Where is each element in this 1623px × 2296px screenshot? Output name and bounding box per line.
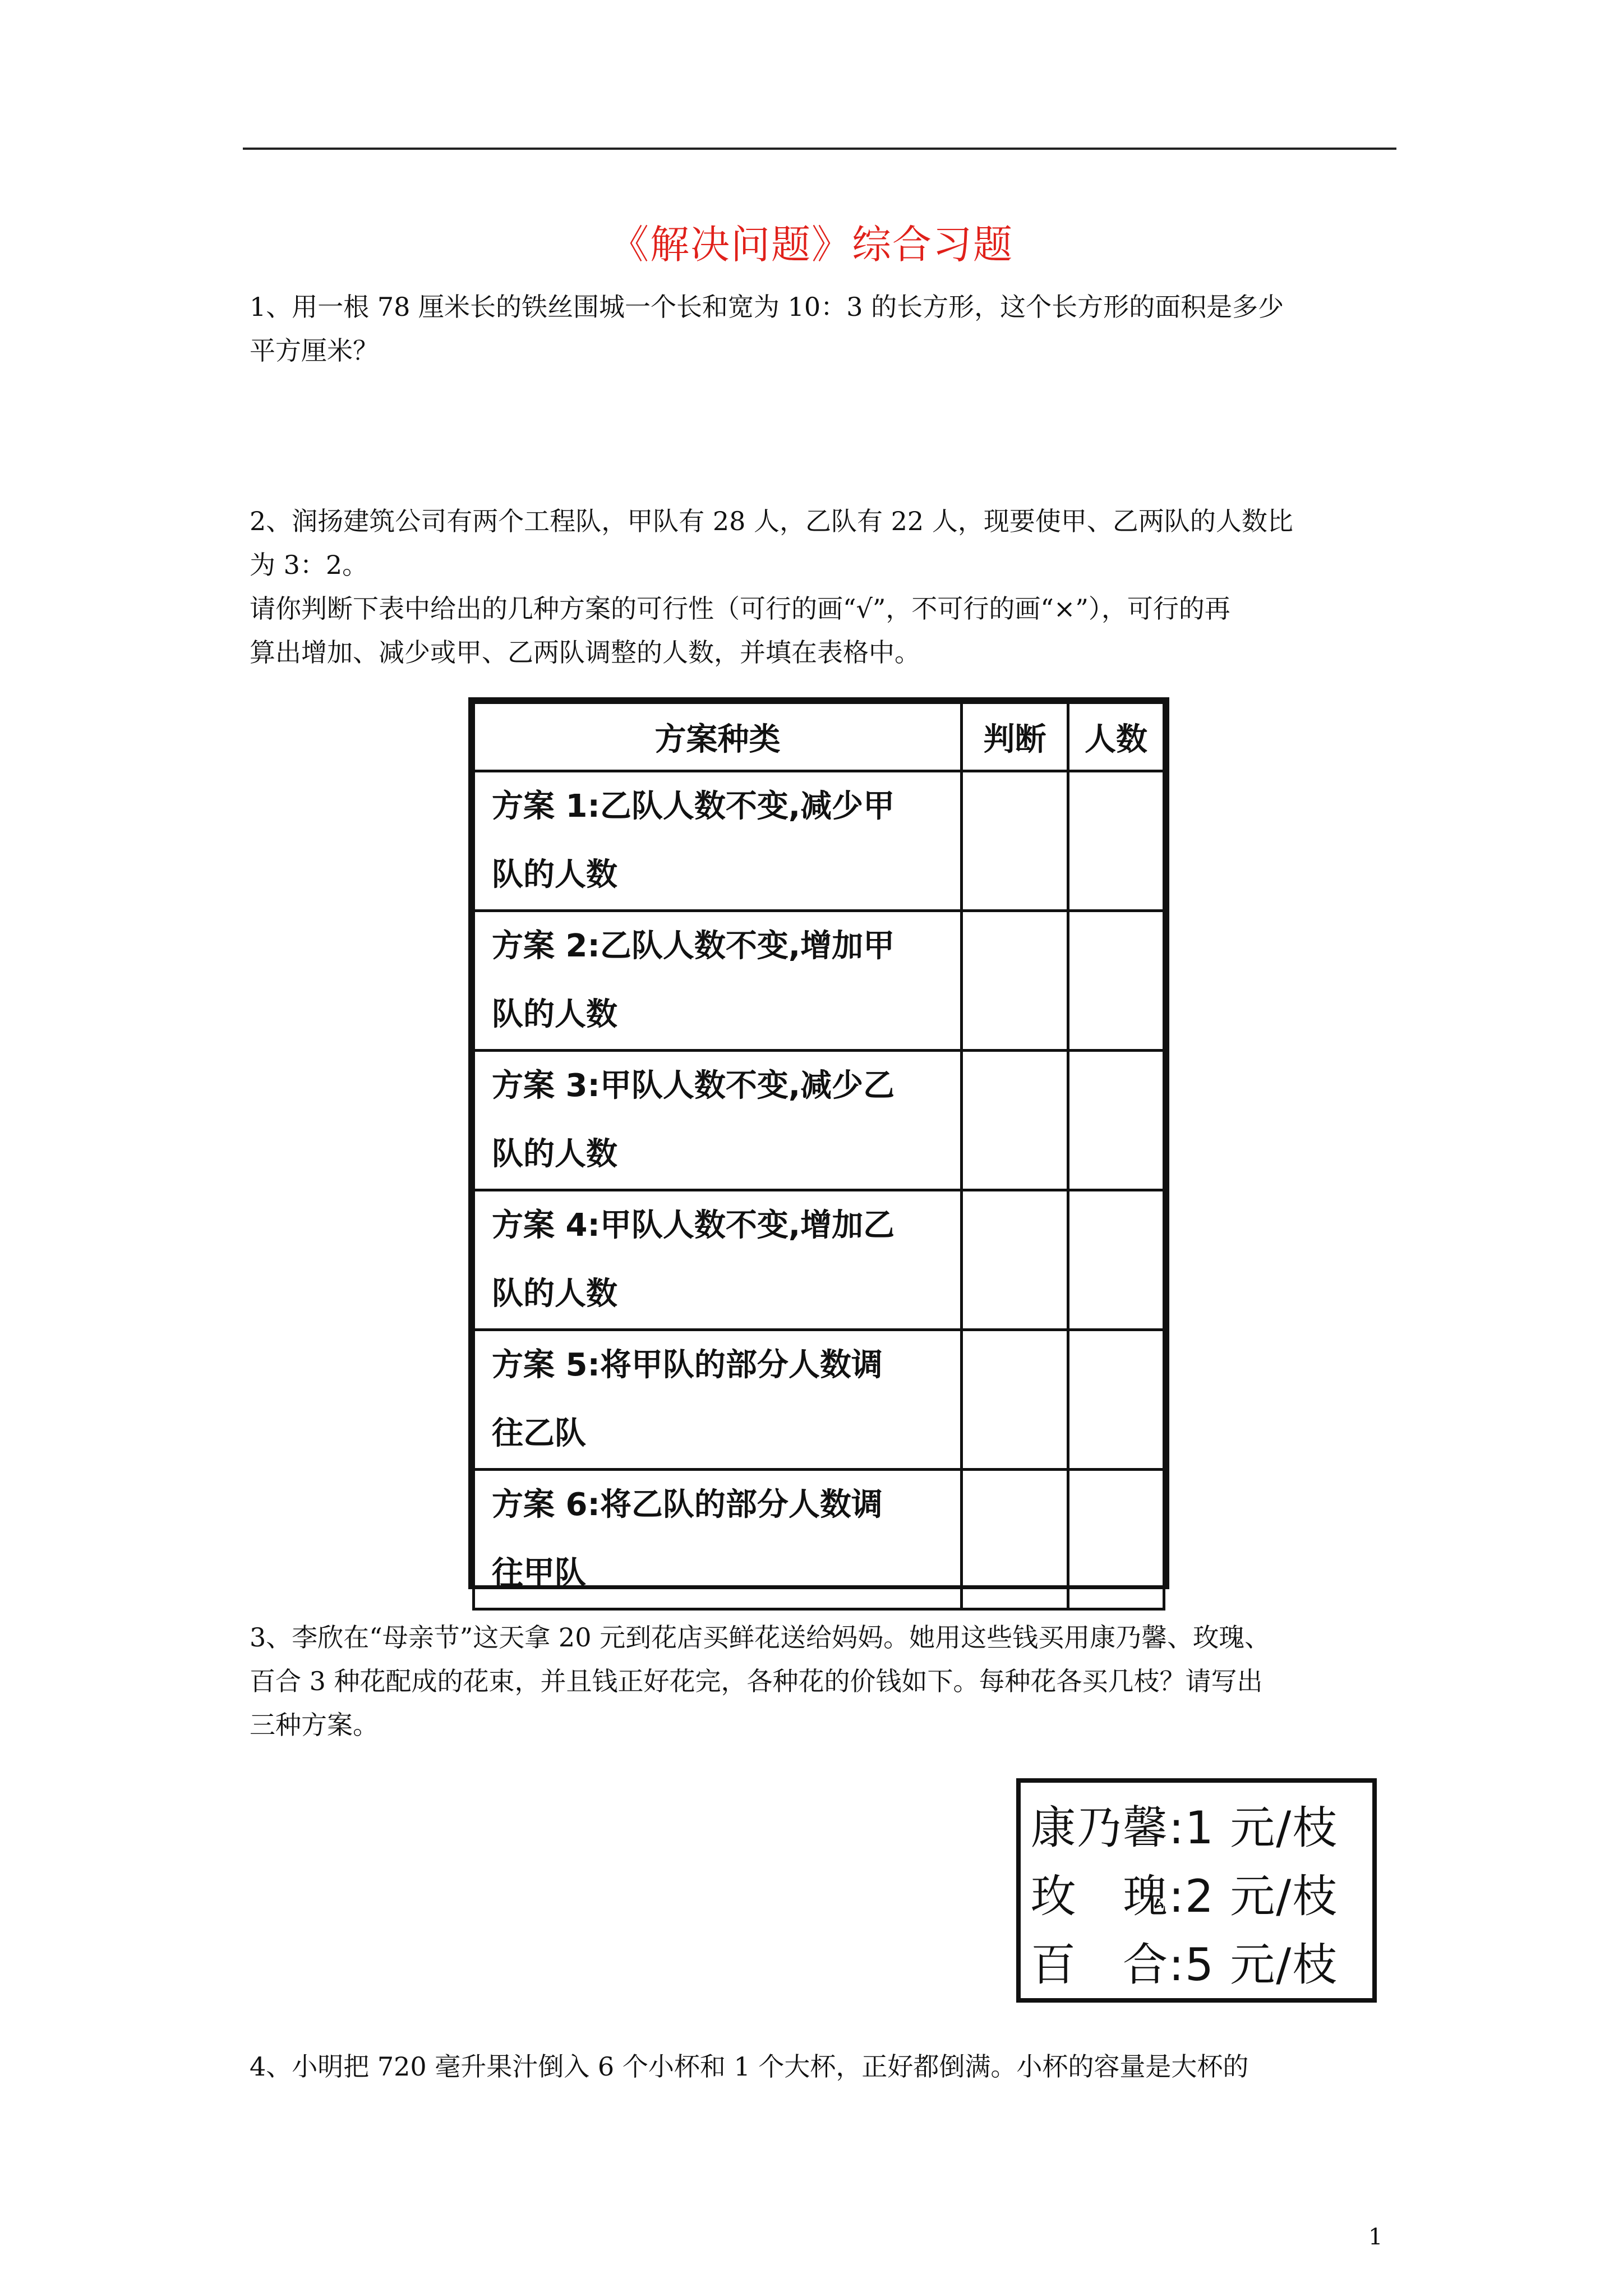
question-4 — [250, 2045, 1396, 2088]
price-carnation: 康乃馨:1 元/枝 — [1031, 1802, 1339, 1854]
count-cell[interactable] — [1068, 1190, 1164, 1330]
question-2-line-4: 算出增加、减少或甲、乙两队调整的人数，并填在表格中。 — [250, 637, 920, 668]
plan-line-1: 方案 3:甲队人数不变,减少乙 — [492, 1068, 895, 1104]
header-plan-type: 方案种类 — [474, 703, 962, 771]
plan-line-2: 队的人数 — [492, 1276, 617, 1312]
question-1-line-2: 平方厘米？ — [250, 335, 379, 366]
plan-table-header-row — [474, 703, 1164, 771]
table-row — [474, 1051, 1164, 1190]
question-2-line-3: 请你判断下表中给出的几种方案的可行性（可行的画“√”，不可行的画“×”），可行的再 — [250, 593, 1230, 624]
plan-description — [474, 771, 962, 911]
count-cell[interactable] — [1068, 771, 1164, 911]
count-cell[interactable] — [1068, 1051, 1164, 1190]
count-cell[interactable] — [1068, 1470, 1164, 1609]
question-3-line-2: 百合 3 种花配成的花束，并且钱正好花完，各种花的价钱如下。每种花各买几枝？请写出 — [250, 1666, 1263, 1696]
question-2-line-2: 为 3：2。 — [250, 550, 368, 580]
price-rose: 玫 瑰:2 元/枝 — [1031, 1870, 1339, 1922]
question-2 — [250, 499, 1396, 674]
count-cell[interactable] — [1068, 911, 1164, 1051]
question-4-line-1: 4、小明把 720 毫升果汁倒入 6 个小杯和 1 个大杯，正好都倒满。小杯的容量是大杯的 — [250, 2051, 1249, 2082]
question-3 — [250, 1616, 1396, 1747]
judgement-cell[interactable] — [962, 1470, 1068, 1609]
plan-line-2: 队的人数 — [492, 1136, 617, 1172]
price-lily: 百 合:5 元/枝 — [1031, 1939, 1339, 1991]
plan-line-1: 方案 1:乙队人数不变,减少甲 — [492, 788, 895, 825]
header-count: 人数 — [1068, 703, 1164, 771]
page-number: 1 — [1368, 2224, 1383, 2250]
plan-line-1: 方案 5:将甲队的部分人数调 — [492, 1347, 883, 1383]
plan-line-1: 方案 4:甲队人数不变,增加乙 — [492, 1207, 895, 1244]
plan-line-2: 往甲队 — [492, 1555, 586, 1591]
page-title: 《解决问题》综合习题 — [610, 222, 1013, 268]
question-2-line-1: 2、润扬建筑公司有两个工程队，甲队有 28 人，乙队有 22 人，现要使甲、乙两队的人数比 — [250, 506, 1293, 536]
flower-price-box — [1016, 1778, 1377, 2003]
judgement-cell[interactable] — [962, 771, 1068, 911]
judgement-cell[interactable] — [962, 1330, 1068, 1470]
judgement-cell[interactable] — [962, 911, 1068, 1051]
table-row — [474, 771, 1164, 911]
plan-line-2: 往乙队 — [492, 1415, 586, 1452]
judgement-cell[interactable] — [962, 1051, 1068, 1190]
question-1-line-1: 1、用一根 78 厘米长的铁丝围城一个长和宽为 10：3 的长方形，这个长方形的面积是多少 — [250, 292, 1284, 322]
question-1 — [250, 285, 1396, 372]
plan-table — [468, 697, 1169, 1589]
plan-line-2: 队的人数 — [492, 996, 617, 1033]
question-3-line-1: 3、李欣在“母亲节”这天拿 20 元到花店买鲜花送给妈妈。她用这些钱买用康乃馨、玫瑰、 — [250, 1622, 1271, 1653]
table-row — [474, 1330, 1164, 1470]
plan-line-2: 队的人数 — [492, 857, 617, 893]
table-row — [474, 911, 1164, 1051]
table-row — [474, 1190, 1164, 1330]
judgement-cell[interactable] — [962, 1190, 1068, 1330]
question-3-line-3: 三种方案。 — [250, 1710, 379, 1740]
table-row — [474, 1470, 1164, 1609]
plan-description — [474, 911, 962, 1051]
header-judgement: 判断 — [962, 703, 1068, 771]
header-rule — [243, 148, 1396, 150]
plan-line-1: 方案 6:将乙队的部分人数调 — [492, 1487, 883, 1523]
plan-line-1: 方案 2:乙队人数不变,增加甲 — [492, 928, 895, 964]
plan-description — [474, 1051, 962, 1190]
plan-description — [474, 1470, 962, 1609]
plan-description — [474, 1190, 962, 1330]
count-cell[interactable] — [1068, 1330, 1164, 1470]
plan-description — [474, 1330, 962, 1470]
